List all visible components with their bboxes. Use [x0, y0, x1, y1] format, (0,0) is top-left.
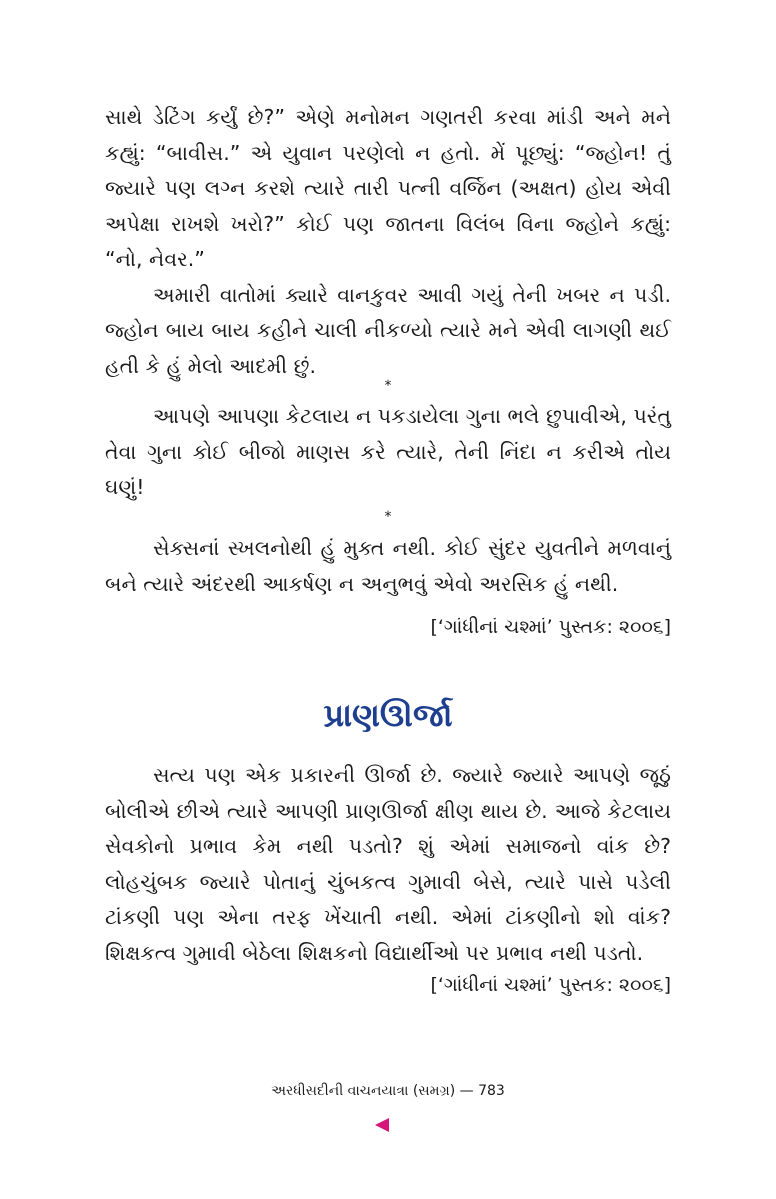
- paragraph-dating: સાથે ડેટિંગ કર્યું છે?” એણે મનોમન ગણતરી કરવા માંડી અને મને કહ્યું: “બાવીસ.” એ યુવાન પરણેલો ન હતો. મેં પૂછ્યું: “જ્હોન! તું જ્યારે પણ લગ્ન કરશે ત્યારે તારી પત્ની વર્જિન (અક્ષત) હોય એવી અપેક્ષા રાખશે ખરો?” કોઈ પણ જાતના વિલંબ વિના જ્હોને કહ્યું: “નો, નેવર.”: [105, 105, 671, 271]
- source-citation-1: [‘ગાંધીનાં ચશ્માં’ પુસ્તક: ૨૦૦૬]: [430, 616, 671, 638]
- body-top: [105, 100, 671, 384]
- separator-2: *: [384, 509, 392, 525]
- paragraph-crimes: આપણે આપણા કેટલાય ન પકડાયેલા ગુના ભલે છુપાવીએ, પરંતુ તેવા ગુના કોઈ બીજો માણસ કરે ત્યારે, તેની નિંદા ન કરીએ તોય ઘણું!: [105, 404, 671, 499]
- page-marker-arrow-icon: [375, 1118, 389, 1132]
- source-citation-2: [‘ગાંધીનાં ચશ્માં’ પુસ્તક: ૨૦૦૬]: [430, 974, 671, 996]
- paragraph-attraction: સેક્સનાં સ્ખલનોથી હું મુક્ત નથી. કોઈ સુંદર યુવતીને મળવાનું બને ત્યારે અંદરથી આકર્ષણ ન અનુભવું એવો અરસિક હું નથી.: [105, 536, 671, 596]
- page-footer: અરધીસદીની વાચનયાત્રા (સમગ્ર) — 783: [271, 1083, 505, 1099]
- paragraph-vancouver: અમારી વાતોમાં ક્યારે વાનકુવર આવી ગયું તેની ખબર ન પડી. જ્હોન બાય બાય કહીને ચાલી નીકળ્યો ત્યારે મને એવી લાગણી થઈ હતી કે હું મેલો આદમી છું.: [105, 282, 671, 378]
- body-section: [105, 758, 671, 971]
- section-heading: પ્રાણઊર્જા: [323, 696, 453, 734]
- separator-1: *: [384, 378, 392, 394]
- body-mid2: [105, 531, 671, 602]
- paragraph-energy: સત્ય પણ એક પ્રકારની ઊર્જા છે. જ્યારે જ્યારે આપણે જૂઠું બોલીએ છીએ ત્યારે આપણી પ્રાણઊર્જા ક્ષીણ થાય છે. આજે કેટલાય સેવકોનો પ્રભાવ કેમ નથી પડતો? શું એમાં સમાજનો વાંક છે? લોહચુંબક જ્યારે પોતાનું ચુંબકત્વ ગુમાવી બેસે, ત્યારે પાસે પડેલી ટાંકણી પણ એના તરફ ખેંચાતી નથી. એમાં ટાંકણીનો શો વાંક? શિક્ષકત્વ ગુમાવી બેઠેલા શિક્ષકનો વિદ્યાર્થીઓ પર પ્રભાવ નથી પડતો.: [105, 763, 671, 965]
- body-mid1: [105, 399, 671, 506]
